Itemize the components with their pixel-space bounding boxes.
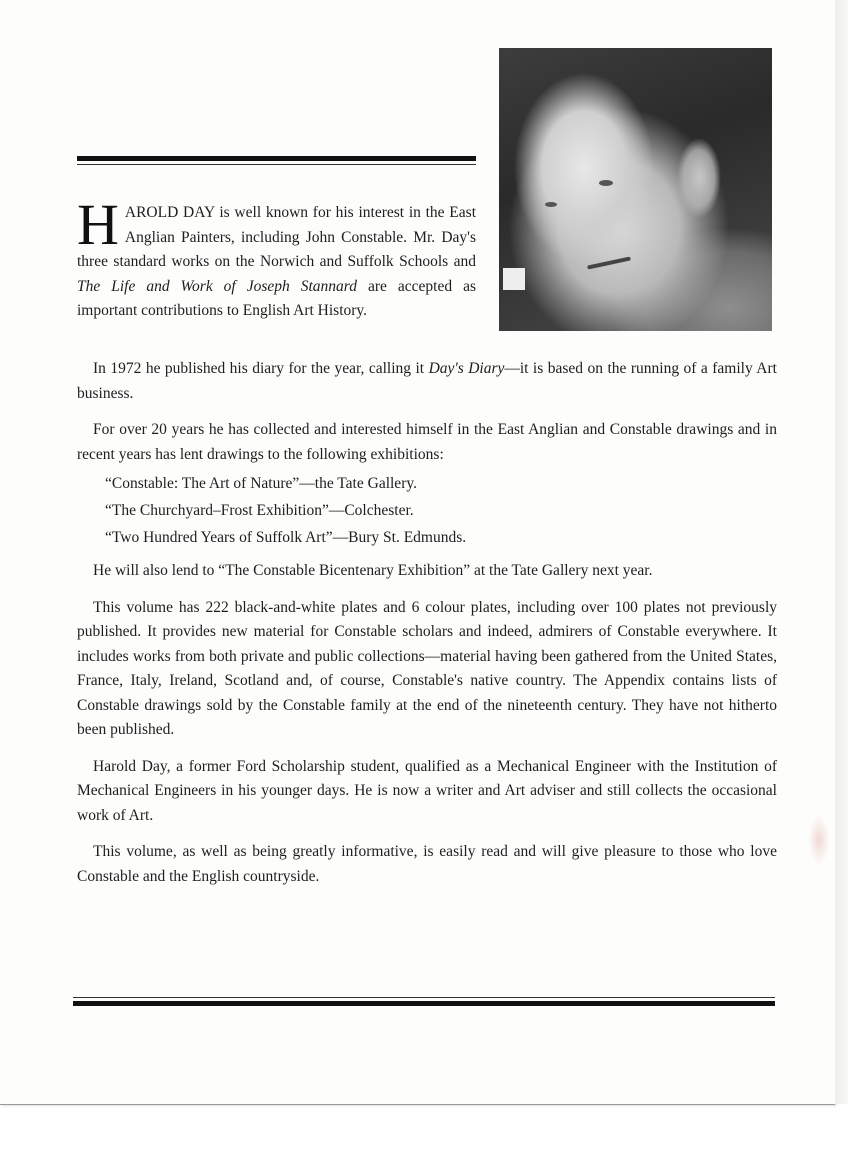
page-edge-shadow — [835, 0, 848, 1104]
diary-paragraph — [77, 357, 777, 406]
author-intro — [77, 192, 476, 324]
book-title-days-diary: Day's Diary — [428, 360, 505, 377]
background-paragraph: Harold Day, a former Ford Scholarship student, qualified as a Mechanical Engineer with the Institution of Mechanical Engineers in his younger days. He is now a writer and Art adviser and still collects the occasional work of Art. — [77, 757, 777, 824]
paper-stain — [808, 815, 830, 865]
bicentenary-paragraph: He will also lend to “The Constable Bicentenary Exhibition” at the Tate Gallery next year. — [93, 562, 653, 579]
diary-text: In 1972 he published his diary for the year, calling it — [93, 360, 429, 377]
portrait-background-light — [503, 268, 525, 290]
intro-paragraph — [77, 192, 476, 324]
top-rule-thin — [77, 164, 476, 165]
author-portrait-photo — [499, 48, 772, 331]
volume-paragraph: This volume has 222 black-and-white plates and 6 colour plates, including over 100 plates not previously published. It provides new material for Constable scholars and indeed, admirers of Constable everywhere. It includes works from both private and public collections—material having been gathered from the United States, France, Italy, Ireland, Scotland and, of course, Constable's native country. The Appendix contains lists of Constable drawings sold by the Constable family at the end of the nineteenth century. They have not hitherto been published. — [77, 598, 777, 738]
exhibition-item: “Two Hundred Years of Suffolk Art”—Bury St. Edmunds. — [105, 529, 467, 546]
intro-text-tail: are accepted as important contributions to English Art History. — [77, 277, 476, 319]
collecting-paragraph: For over 20 years he has collected and interested himself in the East Anglian and Constable drawings and in recent years has lent drawings to the following exhibitions: — [77, 421, 777, 463]
exhibition-item: “The Churchyard–Frost Exhibition”—Colchester. — [105, 502, 414, 519]
exhibition-item: “Constable: The Art of Nature”—the Tate Gallery. — [105, 475, 417, 492]
portrait-eye — [599, 180, 613, 186]
author-biography — [77, 357, 777, 901]
bottom-rule-thin — [73, 997, 775, 998]
drop-cap: H — [77, 192, 119, 257]
book-title-stannard: The Life and Work of Joseph Stannard — [77, 277, 358, 295]
intro-text: AROLD DAY is well known for his interest in the East Anglian Painters, including John Constable. Mr. Day's three standard works on the Norwich and Suffolk Schools and — [77, 204, 476, 270]
portrait-mouth — [587, 256, 631, 269]
closing-paragraph: This volume, as well as being greatly informative, is easily read and will give pleasure to those who love Constable and the English countryside. — [77, 843, 777, 885]
exhibitions-list — [77, 470, 777, 551]
top-rule-thick — [77, 156, 476, 161]
portrait-eye — [545, 202, 557, 207]
bottom-rule-thick — [73, 1001, 775, 1006]
diary-text-tail: —it is based on the running of a family Art business. — [77, 360, 777, 402]
